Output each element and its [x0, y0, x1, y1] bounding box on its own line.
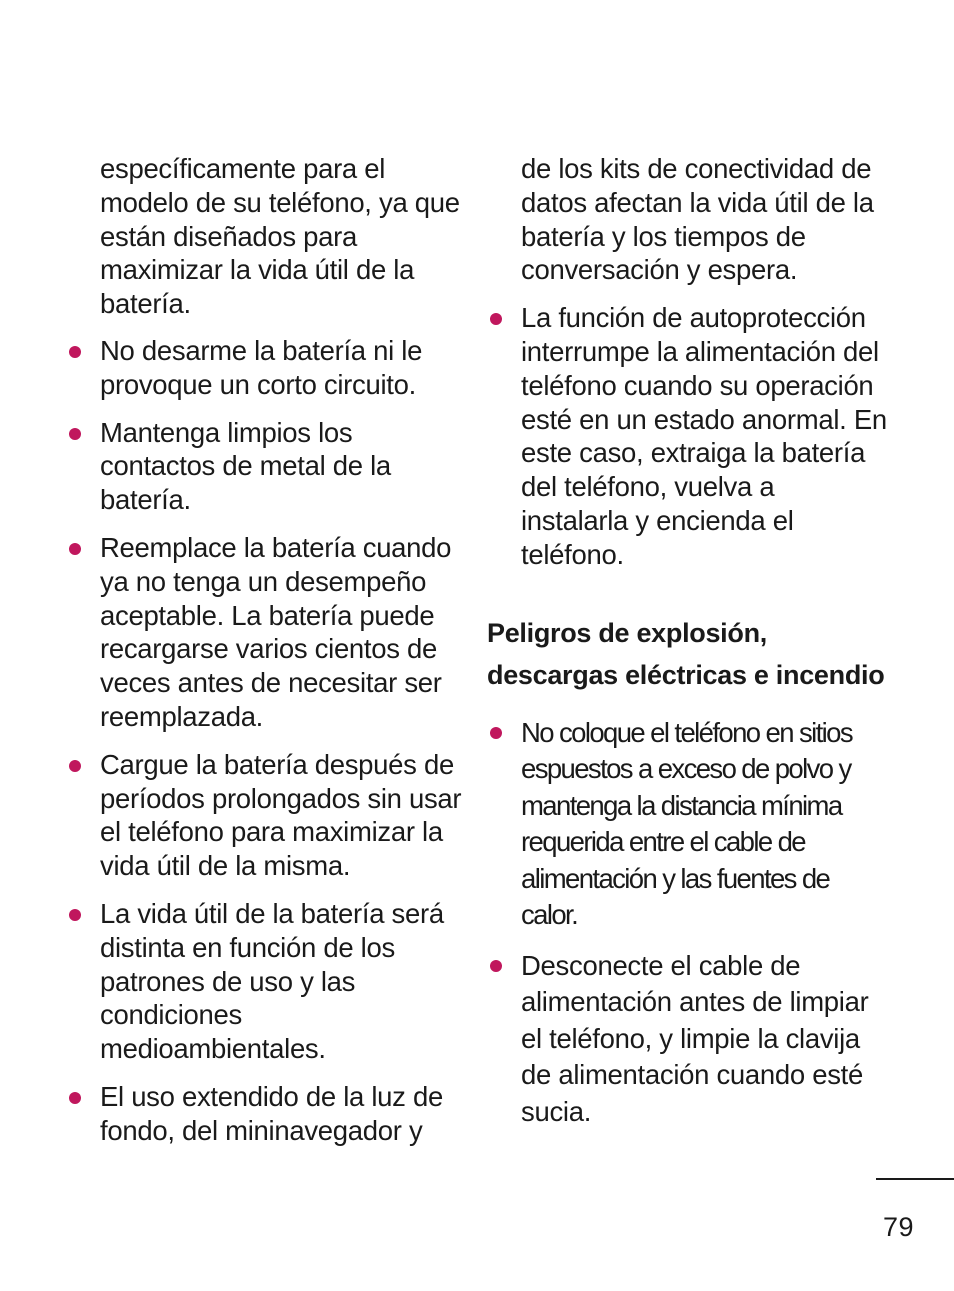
list-item [487, 301, 887, 571]
bullet-dot-icon [490, 313, 502, 325]
left-column [66, 152, 466, 1148]
bullet-dot-icon [490, 960, 502, 972]
list-item [66, 416, 466, 517]
right-column [487, 152, 887, 1130]
list-item-text: Reemplace la batería cuando ya no tenga un desempeño aceptable. La batería puede recargarse varios cientos de veces antes de necesitar ser reemplazada. [100, 531, 452, 732]
bullet-dot-icon [69, 543, 81, 555]
bullet-dot-icon [69, 428, 81, 440]
list-item [66, 334, 466, 402]
list-item [66, 531, 466, 734]
bullet-dot-icon [69, 1092, 81, 1104]
list-item [487, 715, 887, 934]
list-item [66, 897, 466, 1066]
bullet-dot-icon [490, 727, 502, 739]
list-item [66, 748, 466, 883]
list-item-text: Mantenga limpios los contactos de metal de la batería. [100, 416, 391, 516]
page-number: 79 [882, 1212, 914, 1242]
list-item-text: El uso extendido de la luz de fondo, del mininavegador y [100, 1080, 443, 1146]
list-item-text: La vida útil de la batería será distinta en función de los patrones de uso y las condiciones medioambientales. [100, 897, 444, 1065]
bullet-dot-icon [69, 760, 81, 772]
list-item-text: No desarme la batería ni le provoque un corto circuito. [100, 334, 423, 400]
list-item-text: Cargue la batería después de períodos prolongados sin usar el teléfono para maximizar la vida útil de la misma. [100, 748, 462, 882]
footer-rule [876, 1178, 954, 1180]
bullet-dot-icon [69, 909, 81, 921]
intro-continuation: específicamente para el modelo de su teléfono, ya que están diseñados para maximizar la vida útil de la batería. [100, 153, 460, 320]
list-item-text: No coloque el teléfono en sitios espuestos a exceso de polvo y mantenga la distancia mínima requerida entre el cable de alimentación y las fuentes de calor. [521, 716, 852, 931]
list-item [66, 1080, 466, 1148]
section-heading: Peligros de explosión, descargas eléctricas e incendio [487, 617, 885, 691]
list-item-text: Desconecte el cable de alimentación antes de limpiar el teléfono, y limpie la clavija de alimentación cuando esté sucia. [521, 949, 869, 1127]
bullet-dot-icon [69, 346, 81, 358]
right-continuation: de los kits de conectividad de datos afectan la vida útil de la batería y los tiempos de conversación y espera. [521, 153, 874, 286]
list-item-text: La función de autoprotección interrumpe la alimentación del teléfono cuando su operación esté en un estado anormal. En este caso, extraiga la batería del teléfono, vuelva a instalarla y encienda el teléfono. [521, 302, 887, 570]
list-item [487, 948, 887, 1131]
